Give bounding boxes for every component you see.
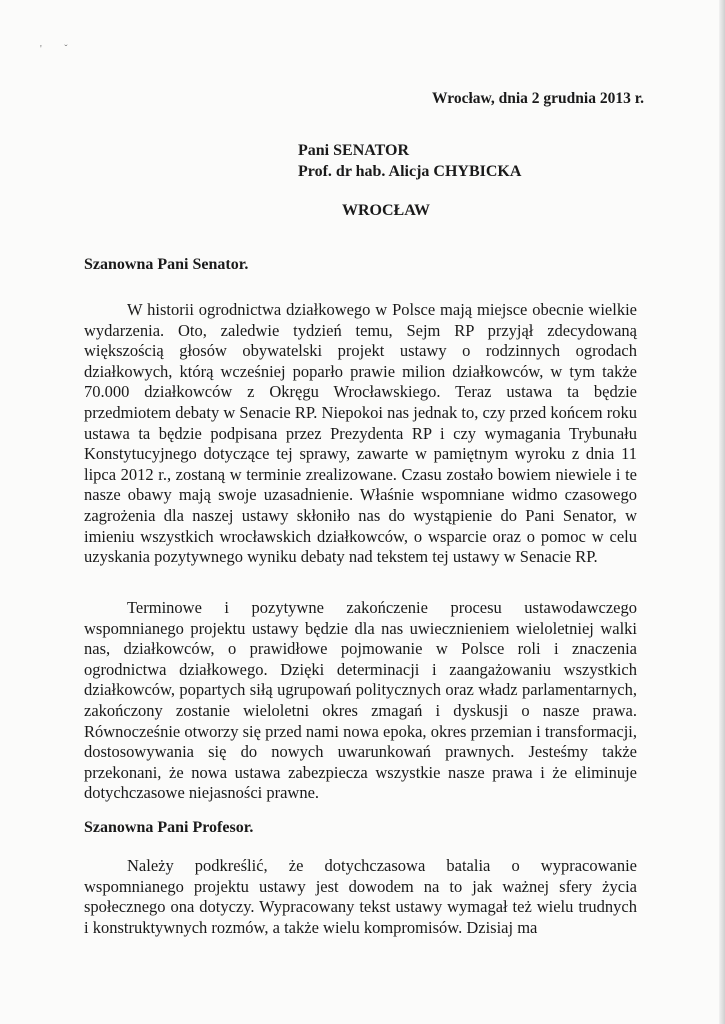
addressee-city: WROCŁAW xyxy=(342,202,431,219)
addressee-title: Pani SENATOR xyxy=(298,142,409,159)
letter-date: Wrocław, dnia 2 grudnia 2013 r. xyxy=(432,90,645,107)
paragraph-2: Terminowe i pozytywne zakończenie procesu ustawodawczego wspomnianego projektu ustawy będzie dla nas uwiecznieniem wieloletniej walki nas, działkowców, o prawidłowe pojmowanie w Polsce roli i znaczenia ogrodnictwa działkowego. Dzięki determinacji i zaangażowaniu wszystkich działkowców, popartych siłą ugrupowań politycznych oraz władz parlamentarnych, zakończony zostanie wieloletni okres zmagań i dyskusji o nasze prawa. Równocześnie otworzy się przed nami nowa epoka, okres przemian i transformacji, dostosowywania się do nowych uwarunkowań prawnych. Jesteśmy także przekonani, że nowa ustawa zabezpiecza wszystkie nasze prawa i że eliminuje dotychczasowe niejasności prawne. xyxy=(84,598,637,803)
salutation-professor: Szanowna Pani Profesor. xyxy=(84,819,254,836)
salutation-senator: Szanowna Pani Senator. xyxy=(84,256,249,273)
page-edge-shadow xyxy=(719,0,725,1024)
paragraph-1: W historii ogrodnictwa działkowego w Polsce mają miejsce obecnie wielkie wydarzenia. Oto, zaledwie tydzień temu, Sejm RP przyjął zdecydowaną większością głosów obywatelski projekt ustawy o rodzinnych ogrodach działkowych, którą wcześniej poparło prawie milion działkowców, w tym także 70.000 działkowców z Okręgu Wrocławskiego. Teraz ustawa ta będzie przedmiotem debaty w Senacie RP. Niepokoi nas jednak to, czy przed końcem roku ustawa ta będzie podpisana przez Prezydenta RP i czy wymagania Trybunału Konstytucyjnego dotyczące tej sprawy, zawarte w pamiętnym wyroku z dnia 11 lipca 2012 r., zostaną w terminie zrealizowane. Czasu zostało bowiem niewiele i te nasze obawy mają swoje uzasadnienie. Właśnie wspomniane widmo czasowego zagrożenia dla naszej ustawy skłoniło nas do wystąpienie do Pani Senator, w imieniu wszystkich wrocławskich działkowców, o wsparcie oraz o pomoc w celu uzyskania pozytywnego wyniku debaty nad tekstem tej ustawy w Senacie RP. xyxy=(84,300,637,567)
addressee-name: Prof. dr hab. Alicja CHYBICKA xyxy=(298,163,522,180)
paragraph-3: Należy podkreślić, że dotychczasowa batalia o wypracowanie wspomnianego projektu ustawy jest dowodem na to jak ważnej sfery życia społecznego ona dotyczy. Wypracowany tekst ustawy wymagał też wielu trudnych i konstruktywnych rozmów, a także wielu kompromisów. Dzisiaj ma xyxy=(84,856,637,937)
addressee-block xyxy=(298,140,521,182)
scan-marks: ' ˇ xyxy=(40,44,78,55)
